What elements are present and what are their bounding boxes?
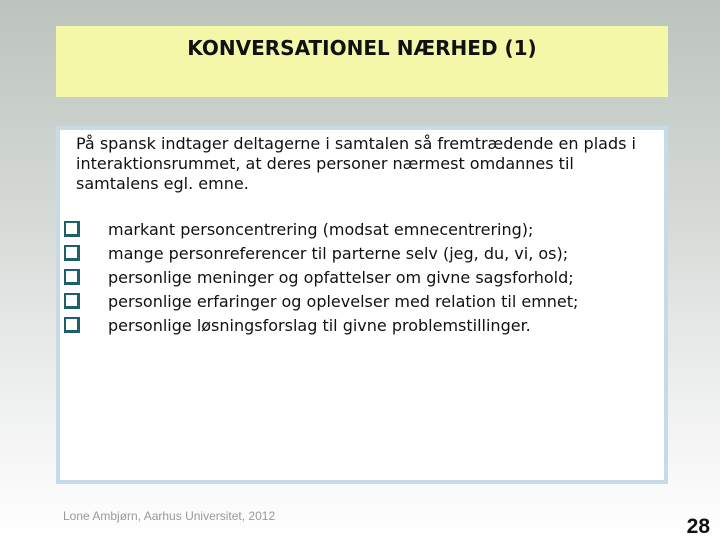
list-item bbox=[64, 244, 664, 264]
page-number: 28 bbox=[686, 515, 710, 538]
slide-title: KONVERSATIONEL NÆRHED (1) bbox=[187, 36, 537, 60]
list-item bbox=[64, 220, 664, 240]
bullet-text: personlige meninger og opfattelser om givne sagsforhold; bbox=[108, 268, 574, 287]
list-item bbox=[64, 268, 664, 288]
intro-paragraph: På spansk indtager deltagerne i samtalen så fremtrædende en plads i interaktionsrummet, at deres personer nærmest omdannes til samtalens egl. emne. bbox=[76, 134, 636, 193]
bullet-text: personlige erfaringer og oplevelser med relation til emnet; bbox=[108, 292, 579, 311]
bullet-text: mange personreferencer til parterne selv (jeg, du, vi, os); bbox=[108, 244, 569, 263]
bullet-text: markant personcentrering (modsat emnecentrering); bbox=[108, 220, 534, 239]
checkbox-q-icon bbox=[64, 221, 80, 237]
checkbox-q-icon bbox=[64, 317, 80, 333]
footer-text: Lone Ambjørn, Aarhus Universitet, 2012 bbox=[63, 509, 276, 523]
checkbox-q-icon bbox=[64, 245, 80, 261]
bullet-text: personlige løsningsforslag til givne problemstillinger. bbox=[108, 316, 531, 335]
content-panel bbox=[56, 126, 668, 484]
checkbox-q-icon bbox=[64, 293, 80, 309]
list-item bbox=[64, 292, 664, 312]
bullet-list bbox=[64, 220, 664, 340]
title-banner bbox=[56, 26, 668, 97]
list-item bbox=[64, 316, 664, 336]
checkbox-q-icon bbox=[64, 269, 80, 285]
